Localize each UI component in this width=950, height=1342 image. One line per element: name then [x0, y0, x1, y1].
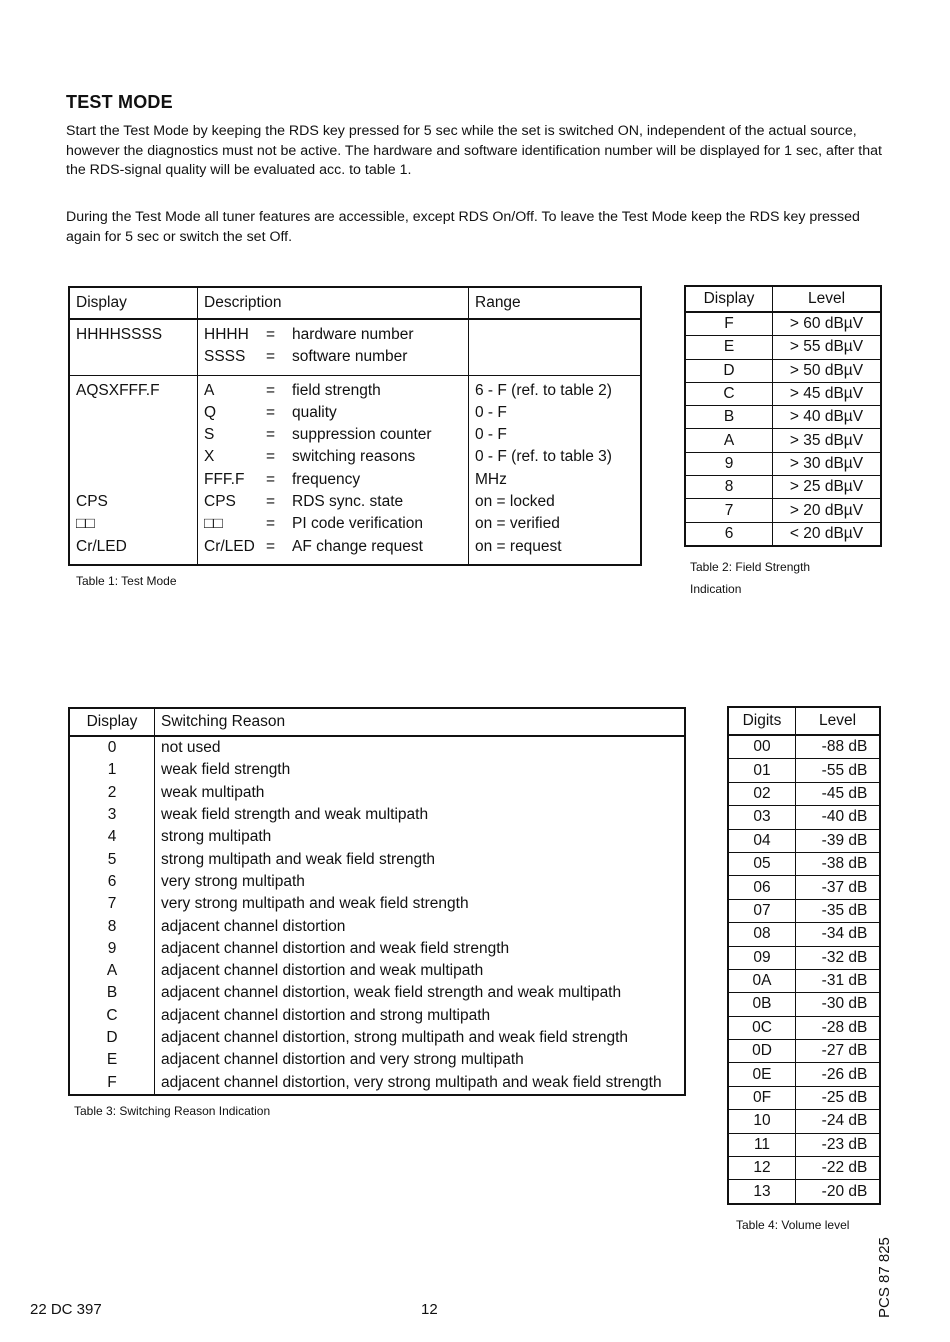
key-cell: 0F [728, 1086, 796, 1109]
table-row [685, 452, 881, 475]
value-cell: -20 dB [796, 1180, 881, 1204]
value-cell: adjacent channel distortion and weak multipath [161, 962, 484, 980]
table-row [69, 938, 685, 960]
table-row [685, 382, 881, 405]
range-cell: 6 - F (ref. to table 2) 0 - F 0 - F 0 - F (ref. to table 3) MHz on = locked on = verified on = request [469, 375, 642, 565]
column-header: Switching Reason [155, 708, 686, 736]
value-cell: adjacent channel distortion, strong multipath and weak field strength [161, 1029, 629, 1046]
key-cell: 04 [728, 829, 796, 852]
table-row [69, 893, 685, 915]
column-header: Range [469, 287, 642, 319]
table-row [685, 312, 881, 336]
key-cell: 0E [728, 1063, 796, 1086]
value-cell: very strong multipath [161, 872, 305, 890]
table-row [69, 826, 685, 848]
key-cell: C [685, 382, 773, 405]
table-row [728, 969, 880, 992]
description-line: □□ = PI code verification [204, 515, 423, 533]
key-cell: 0A [728, 969, 796, 992]
key-cell: 00 [728, 735, 796, 759]
value-cell: -26 dB [796, 1063, 881, 1086]
value-cell: -35 dB [796, 899, 881, 922]
description-cell [198, 375, 469, 565]
value-cell: not used [161, 739, 221, 757]
value-cell: adjacent channel distortion, very strong multipath and weak field strength [161, 1073, 662, 1091]
table-row [69, 871, 685, 893]
table-row [69, 736, 685, 759]
table-row [69, 982, 685, 1004]
table-header-row [69, 708, 685, 736]
table-row [728, 923, 880, 946]
key-cell: 0 [69, 736, 155, 759]
key-cell: 3 [69, 804, 155, 826]
key-cell: D [69, 1027, 155, 1049]
value-cell: -55 dB [796, 759, 881, 782]
table-row [69, 759, 685, 781]
table-row [69, 915, 685, 937]
key-cell: 08 [728, 923, 796, 946]
table-row [685, 522, 881, 546]
value-cell: > 35 dBµV [773, 429, 882, 452]
test-mode-table [68, 286, 642, 566]
table-row [69, 804, 685, 826]
key-cell: 1 [69, 759, 155, 781]
table-row [69, 1005, 685, 1027]
description-line: X = switching reasons [204, 448, 416, 466]
value-cell: -37 dB [796, 876, 881, 899]
key-cell: 7 [685, 499, 773, 522]
key-cell: 6 [685, 522, 773, 546]
table-row [728, 1157, 880, 1180]
table-header-row [69, 287, 641, 319]
range-cell [469, 319, 642, 375]
value-cell: -34 dB [796, 923, 881, 946]
value-cell: -88 dB [821, 738, 868, 756]
table-caption: Table 1: Test Mode [76, 574, 177, 588]
value-cell: -39 dB [796, 829, 881, 852]
value-cell: > 30 dBµV [773, 452, 882, 475]
switching-reason-table [68, 707, 686, 1096]
key-cell: C [69, 1005, 155, 1027]
key-cell: 07 [728, 899, 796, 922]
key-cell: 9 [685, 452, 773, 475]
value-cell: -38 dB [796, 852, 881, 875]
table-row [69, 782, 685, 804]
value-cell: -25 dB [796, 1086, 881, 1109]
description-line: SSSS = software number [204, 348, 408, 366]
table-header-row [728, 707, 880, 735]
table-row [728, 876, 880, 899]
description-line: FFF.F = frequency [204, 470, 361, 488]
key-cell: 06 [728, 876, 796, 899]
key-cell: E [69, 1049, 155, 1071]
table-row [728, 1040, 880, 1063]
volume-level-table [727, 706, 881, 1205]
table-row [69, 1049, 685, 1071]
value-cell: -23 dB [796, 1133, 881, 1156]
table-row [685, 429, 881, 452]
value-cell: -28 dB [796, 1016, 881, 1039]
value-cell: adjacent channel distortion and weak field strength [161, 939, 510, 957]
key-cell: 13 [728, 1180, 796, 1204]
key-cell: 0C [728, 1016, 796, 1039]
value-cell: adjacent channel distortion, weak field strength and weak multipath [161, 984, 622, 1002]
page-title: TEST MODE [66, 92, 173, 112]
leave-test-mode-paragraph: During the Test Mode all tuner features are accessible, except RDS On/Off. To leave the Test Mode keep the RDS key pressed again for 5 sec or switch the set Off. [66, 209, 860, 245]
table-caption: Table 3: Switching Reason Indication [74, 1104, 271, 1118]
column-header: Display [69, 287, 198, 319]
table-row [69, 375, 641, 565]
table-row [728, 1063, 880, 1086]
description-cell [198, 319, 469, 375]
description-line: Q = quality [204, 403, 337, 421]
value-cell: very strong multipath and weak field strength [161, 895, 469, 913]
key-cell: F [685, 312, 773, 336]
table-row [685, 499, 881, 522]
key-cell: 10 [728, 1110, 796, 1133]
key-cell: 0D [728, 1040, 796, 1063]
key-cell: 01 [728, 759, 796, 782]
value-cell: > 25 dBµV [773, 476, 882, 499]
value-cell: weak field strength and weak multipath [161, 806, 429, 824]
description-line: A = field strength [204, 381, 381, 399]
key-cell: 09 [728, 946, 796, 969]
column-header: Level [773, 286, 882, 312]
value-cell: < 20 dBµV [773, 522, 882, 546]
table-row [728, 1133, 880, 1156]
table-header-row [685, 286, 881, 312]
column-header: Display [685, 286, 773, 312]
key-cell: 4 [69, 826, 155, 848]
table-row [69, 319, 641, 375]
value-cell: strong multipath [161, 828, 272, 846]
table-row [685, 406, 881, 429]
intro-paragraph: Start the Test Mode by keeping the RDS key pressed for 5 sec while the set is switched ON, independent of the actual source, however the diagnostics must not be active. The hardware and software identification number will be displayed for 1 sec, after that the RDS-signal quality will be evaluated acc. to table 1. [66, 123, 882, 178]
value-cell: > 45 dBµV [773, 382, 882, 405]
key-cell: 8 [685, 476, 773, 499]
table-row [69, 848, 685, 870]
display-cell: HHHHSSSS [69, 319, 198, 375]
key-cell: 05 [728, 852, 796, 875]
table-row [728, 1110, 880, 1133]
table-row [728, 759, 880, 782]
value-cell: > 55 dBµV [773, 336, 882, 359]
value-cell: -30 dB [796, 993, 881, 1016]
description-line: S = suppression counter [204, 426, 432, 444]
table-row [69, 960, 685, 982]
value-cell: weak multipath [161, 783, 265, 801]
key-cell: 0B [728, 993, 796, 1016]
description-line: HHHH = hardware number [204, 326, 414, 343]
page-number: 12 [421, 1301, 438, 1318]
key-cell: 6 [69, 871, 155, 893]
key-cell: 8 [69, 915, 155, 937]
table-caption: Table 2: Field Strength Indication [690, 560, 811, 596]
column-header: Digits [728, 707, 796, 735]
key-cell: 2 [69, 782, 155, 804]
value-cell: -27 dB [796, 1040, 881, 1063]
column-header: Description [198, 287, 469, 319]
table-row [728, 852, 880, 875]
table-row [728, 1016, 880, 1039]
value-cell: > 60 dBµV [773, 312, 882, 336]
table-row [728, 735, 880, 759]
value-cell: adjacent channel distortion and very strong multipath [161, 1051, 524, 1069]
key-cell: A [685, 429, 773, 452]
value-cell: adjacent channel distortion [161, 917, 346, 935]
value-cell: strong multipath and weak field strength [161, 850, 435, 868]
table-row [685, 359, 881, 382]
key-cell: 9 [69, 938, 155, 960]
field-strength-table [684, 285, 882, 547]
table-row [728, 782, 880, 805]
table-row [728, 1086, 880, 1109]
table-row [69, 1027, 685, 1049]
key-cell: A [69, 960, 155, 982]
key-cell: 02 [728, 782, 796, 805]
key-cell: F [69, 1071, 155, 1094]
key-cell: 12 [728, 1157, 796, 1180]
value-cell: -22 dB [796, 1157, 881, 1180]
value-cell: -45 dB [796, 782, 881, 805]
value-cell: -24 dB [796, 1110, 881, 1133]
value-cell: -32 dB [796, 946, 881, 969]
document-number: 22 DC 397 [30, 1301, 102, 1318]
table-row [69, 1071, 685, 1094]
key-cell: B [685, 406, 773, 429]
table-row [728, 829, 880, 852]
key-cell: 7 [69, 893, 155, 915]
table-row [728, 899, 880, 922]
value-cell: -40 dB [796, 806, 881, 829]
value-cell: -31 dB [796, 969, 881, 992]
value-cell: adjacent channel distortion and strong multipath [161, 1006, 491, 1024]
key-cell: 11 [728, 1133, 796, 1156]
key-cell: 03 [728, 806, 796, 829]
description-line: CPS = RDS sync. state [204, 493, 404, 511]
key-cell: E [685, 336, 773, 359]
key-cell: 5 [69, 848, 155, 870]
value-cell: > 40 dBµV [773, 406, 882, 429]
value-cell: weak field strength [161, 761, 291, 779]
table-row [685, 476, 881, 499]
description-line: Cr/LED = AF change request [204, 537, 423, 555]
table-row [728, 1180, 880, 1204]
key-cell: D [685, 359, 773, 382]
service-code: PCS 87 825 [876, 1237, 893, 1318]
value-cell: > 50 dBµV [773, 359, 882, 382]
table-caption: Table 4: Volume level [736, 1218, 850, 1232]
key-cell: B [69, 982, 155, 1004]
column-header: Level [796, 707, 881, 735]
column-header: Display [69, 708, 155, 736]
table-row [728, 993, 880, 1016]
display-cell: AQSXFFF.F CPS □□ Cr/LED [69, 375, 198, 565]
value-cell: > 20 dBµV [773, 499, 882, 522]
table-row [728, 806, 880, 829]
table-row [728, 946, 880, 969]
table-row [685, 336, 881, 359]
